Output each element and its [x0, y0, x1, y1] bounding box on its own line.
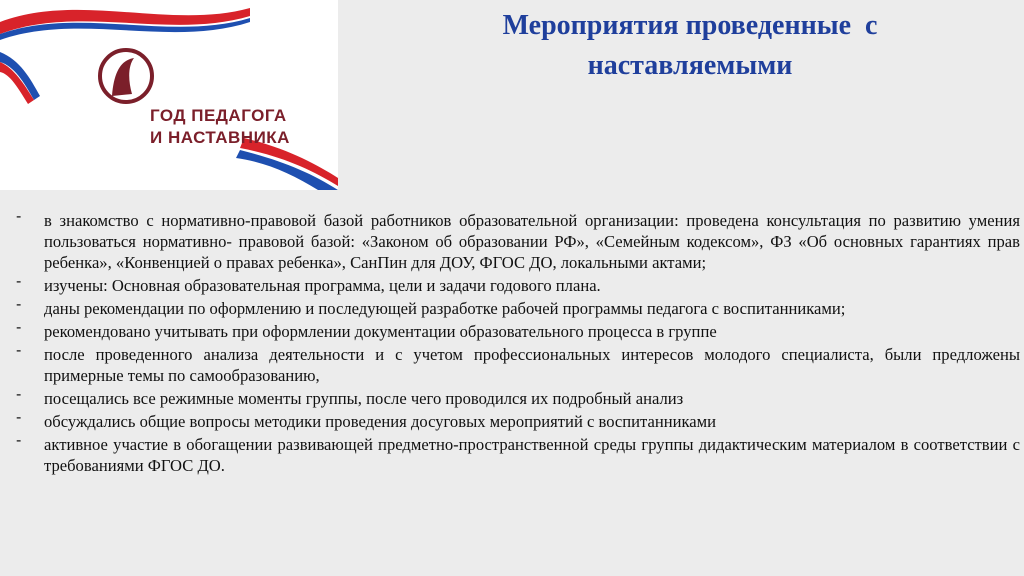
list-item: - обсуждались общие вопросы методики проведения досуговых мероприятий с воспитанниками [14, 411, 1020, 432]
slide-title [380, 6, 1000, 86]
slide-title-line-1: Мероприятия проведенные с [502, 10, 878, 41]
list-item: - активное участие в обогащении развивающей предметно-пространственной среды группы дидактическим материалом в соответствии с требованиями ФГОС ДО. [14, 434, 1020, 476]
tricolor-ribbon-graphic [0, 0, 338, 190]
list-item: - посещались все режимные моменты группы, после чего проводился их подробный анализ [14, 388, 1020, 409]
logo-line-1: ГОД ПЕДАГОГА [150, 106, 287, 125]
list-item: - в знакомство с нормативно-правовой базой работников образовательной организации: проведена консультация по развитию умения пользоваться нормативно- правовой базой: «Законом об образовании РФ», «Семейным кодексом», ФЗ «Об основных гарантиях прав ребенка», «Конвенцией о правах ребенка», СанПин для ДОУ, ФГОС ДО, локальными актами; [14, 210, 1020, 273]
logo-line-2: И НАСТАВНИКА [150, 128, 290, 147]
list-item: - изучены: Основная образовательная программа, цели и задачи годового плана. [14, 275, 1020, 296]
slide-title-line-2: наставляемыми [587, 50, 793, 81]
activities-list [14, 210, 1020, 478]
pelican-icon [112, 58, 134, 96]
list-item: - даны рекомендации по оформлению и последующей разработке рабочей программы педагога с воспитанниками; [14, 298, 1020, 319]
list-item: - рекомендовано учитывать при оформлении документации образовательного процесса в группе [14, 321, 1020, 342]
year-of-teacher-logo [0, 0, 338, 190]
list-item: - после проведенного анализа деятельности и с учетом профессиональных интересов молодого специалиста, были предложены примерные темы по самообразованию, [14, 344, 1020, 386]
